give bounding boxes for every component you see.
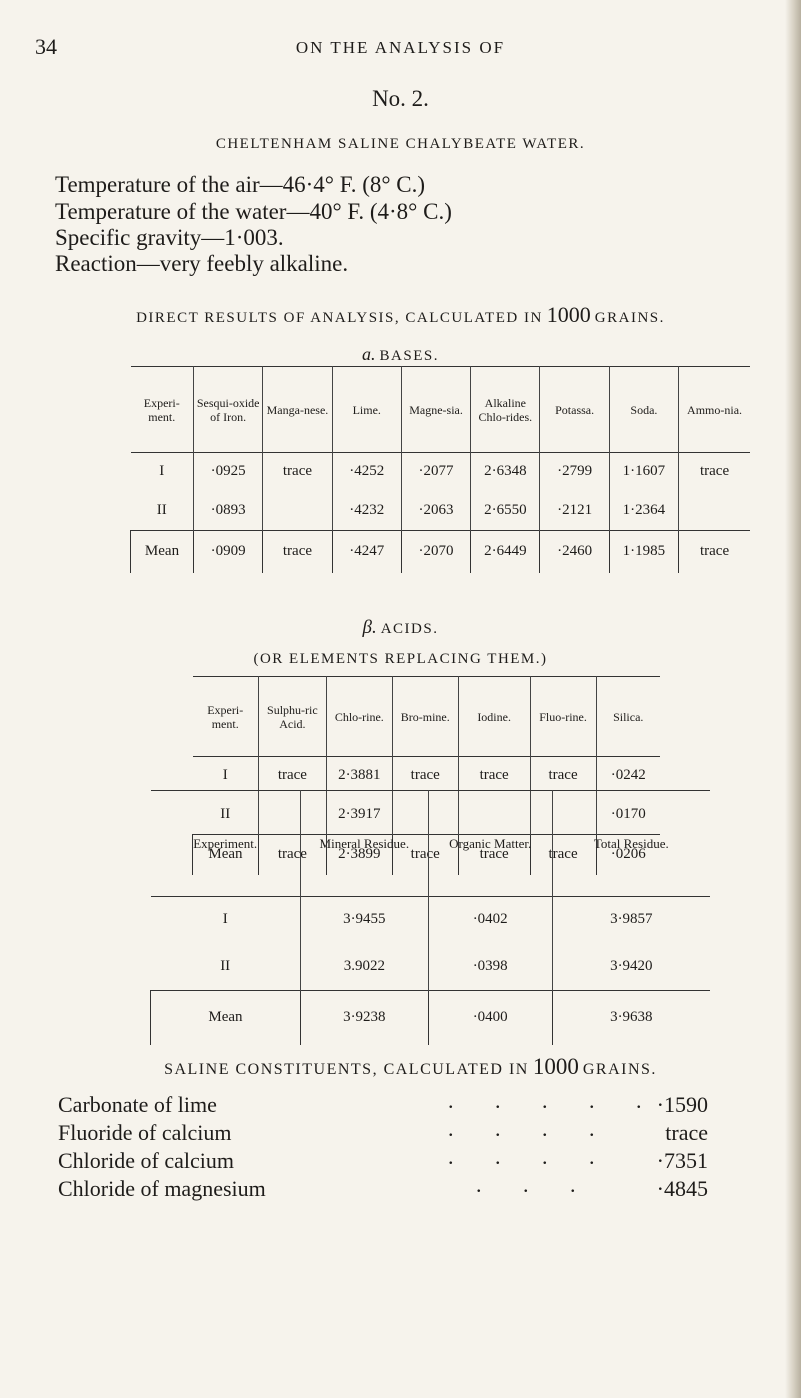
table-cell: ·0909 (194, 531, 263, 573)
acids-col-bromine: Bro-mine. (392, 677, 458, 757)
bases-header-row (131, 367, 751, 453)
saline-heading (0, 1054, 801, 1080)
table-cell: ·2077 (401, 453, 470, 491)
table-cell: ·0925 (194, 453, 263, 491)
saline-label: Carbonate of lime (58, 1092, 217, 1117)
acids-col-sulphuric-acid: Sulphu-ric Acid. (258, 677, 326, 757)
saline-label: Chloride of magnesium (58, 1176, 266, 1201)
residue-col-experiment: Experiment. (193, 835, 258, 851)
acids-col-chlorine: Chlo-rine. (326, 677, 392, 757)
table-cell: 2·3917 (326, 795, 392, 835)
acids-title-text: ACIDS. (380, 621, 439, 637)
table-cell: trace (458, 757, 530, 795)
table-cell: trace (679, 453, 750, 491)
acids-col-experiment: Experi-ment. (207, 702, 244, 731)
table-cell: ·4232 (332, 491, 401, 531)
bases-col-sesquioxide-iron: Sesqui-oxide of Iron. (194, 367, 263, 453)
table-cell: trace (263, 531, 332, 573)
residue-col-total-residue: Total Residue. (552, 791, 710, 897)
saline-heading-unit: GRAINS. (582, 1061, 657, 1078)
acids-col-silica: Silica. (596, 677, 660, 757)
table-cell: ·2070 (401, 531, 470, 573)
direct-results-heading-text: DIRECT RESULTS OF ANALYSIS, CALCULATED IN (136, 310, 543, 326)
acids-header-row (193, 677, 661, 757)
leader-dots: . . . . (448, 1116, 613, 1141)
sample-number: No. 2. (372, 86, 429, 111)
table-cell: II (220, 805, 231, 822)
table-cell (679, 491, 750, 531)
table-cell: 2·6550 (471, 491, 540, 531)
property-water-temperature: Temperature of the water—40° F. (4·8° C.) (55, 199, 452, 224)
table-cell (263, 491, 332, 531)
page-edge (785, 0, 801, 1398)
table-cell: ·0893 (194, 491, 263, 531)
table-cell: ·0242 (596, 757, 660, 795)
property-specific-gravity: Specific gravity—1·003. (55, 225, 284, 250)
leader-dots: . . . (476, 1172, 594, 1197)
table-cell: II (220, 957, 231, 974)
bases-col-experiment: Experi-ment. (143, 395, 180, 424)
table-cell: 3·9857 (552, 897, 710, 943)
list-item (58, 1144, 708, 1176)
bases-col-magnesia: Magne-sia. (401, 367, 470, 453)
table-cell: 2·6449 (471, 531, 540, 573)
table-cell: I (222, 767, 228, 784)
sample-name: CHELTENHAM SALINE CHALYBEATE WATER. (215, 136, 586, 152)
residue-header-row (151, 791, 711, 897)
running-title: ON THE ANALYSIS OF (295, 38, 506, 57)
saline-label: Fluoride of calcium (58, 1120, 232, 1145)
table-cell: 2·3899 (326, 835, 392, 875)
residue-table (150, 790, 710, 1045)
direct-results-heading (0, 302, 801, 328)
table-cell: ·0170 (596, 795, 660, 835)
table-cell: ·0400 (428, 991, 552, 1045)
table-row (131, 491, 751, 531)
saline-value: ·4845 (656, 1176, 708, 1201)
saline-heading-number: 1000 (532, 1054, 579, 1079)
table-cell: ·4247 (332, 531, 401, 573)
acids-subtitle-text: (OR ELEMENTS REPLACING THEM.) (253, 651, 548, 667)
residue-col-organic-matter: Organic Matter. (428, 791, 552, 897)
bases-col-manganese: Manga-nese. (263, 367, 332, 453)
acids-col-iodine: Iodine. (458, 677, 530, 757)
table-cell: I (222, 911, 228, 928)
table-cell: trace (263, 453, 332, 491)
acids-col-fluorine: Fluo-rine. (530, 677, 596, 757)
table-cell: ·0206 (596, 835, 660, 875)
leader-dots: . . . . (448, 1144, 613, 1169)
table-cell: Mean (151, 991, 301, 1045)
table-cell: ·0402 (428, 897, 552, 943)
table-cell: 3·9638 (552, 991, 710, 1045)
table-cell: 3·9238 (300, 991, 428, 1045)
table-cell: 1·1607 (609, 453, 678, 491)
table-cell: ·2460 (540, 531, 609, 573)
saline-value: trace (665, 1120, 708, 1145)
page-number: 34 (35, 34, 57, 59)
table-row (193, 757, 661, 795)
table-cell: trace (679, 531, 750, 573)
bases-col-alkaline-chlorides: Alkaline Chlo-rides. (471, 367, 540, 453)
table-cell: trace (258, 835, 326, 875)
table-cell: trace (392, 835, 458, 875)
bases-title (0, 344, 801, 365)
bases-letter: a. (362, 344, 376, 364)
table-cell: 2·6348 (471, 453, 540, 491)
property-air-temperature: Temperature of the air—46·4° F. (8° C.) (55, 172, 426, 197)
table-cell: trace (392, 757, 458, 795)
table-row (151, 943, 711, 991)
table-cell: 3.9022 (300, 943, 428, 991)
acids-title (0, 617, 801, 639)
table-cell: ·2799 (540, 453, 609, 491)
saline-value: ·7351 (656, 1148, 708, 1173)
table-cell: ·0398 (428, 943, 552, 991)
bases-table (130, 366, 750, 573)
saline-heading-text: SALINE CONSTITUENTS, CALCULATED IN (164, 1061, 529, 1078)
table-cell: Mean (193, 835, 259, 875)
table-row-mean (131, 531, 751, 573)
table-cell: trace (530, 757, 596, 795)
bases-title-text: BASES. (379, 348, 439, 364)
table-row (131, 453, 751, 491)
bases-col-potassa: Potassa. (540, 367, 609, 453)
table-cell: ·4252 (332, 453, 401, 491)
residue-col-mineral-residue: Mineral Residue. (300, 791, 428, 897)
table-cell: I (159, 463, 165, 480)
direct-results-heading-number: 1000 (546, 302, 591, 327)
table-cell: 3·9455 (300, 897, 428, 943)
table-cell: II (156, 501, 167, 518)
saline-label: Chloride of calcium (58, 1148, 234, 1173)
saline-value: ·1590 (656, 1092, 708, 1117)
bases-col-lime: Lime. (332, 367, 401, 453)
table-cell: trace (530, 835, 596, 875)
table-cell: trace (458, 835, 530, 875)
acids-subtitle (0, 650, 801, 668)
table-cell: 1·2364 (609, 491, 678, 531)
table-cell: Mean (131, 531, 194, 573)
table-cell: 1·1985 (609, 531, 678, 573)
table-cell: ·2121 (540, 491, 609, 531)
bases-col-ammonia: Ammo-nia. (679, 367, 750, 453)
table-cell: 2·3881 (326, 757, 392, 795)
direct-results-heading-unit: GRAINS. (594, 310, 665, 326)
property-reaction: Reaction—very feebly alkaline. (55, 251, 349, 276)
acids-letter: β. (362, 617, 377, 638)
table-cell: trace (258, 757, 326, 795)
list-item (58, 1172, 708, 1204)
bases-col-soda: Soda. (609, 367, 678, 453)
leader-dots: . . . . . (448, 1088, 660, 1113)
table-row (151, 897, 711, 943)
table-cell: 3·9420 (552, 943, 710, 991)
table-cell: ·2063 (401, 491, 470, 531)
table-row-mean (151, 991, 711, 1045)
